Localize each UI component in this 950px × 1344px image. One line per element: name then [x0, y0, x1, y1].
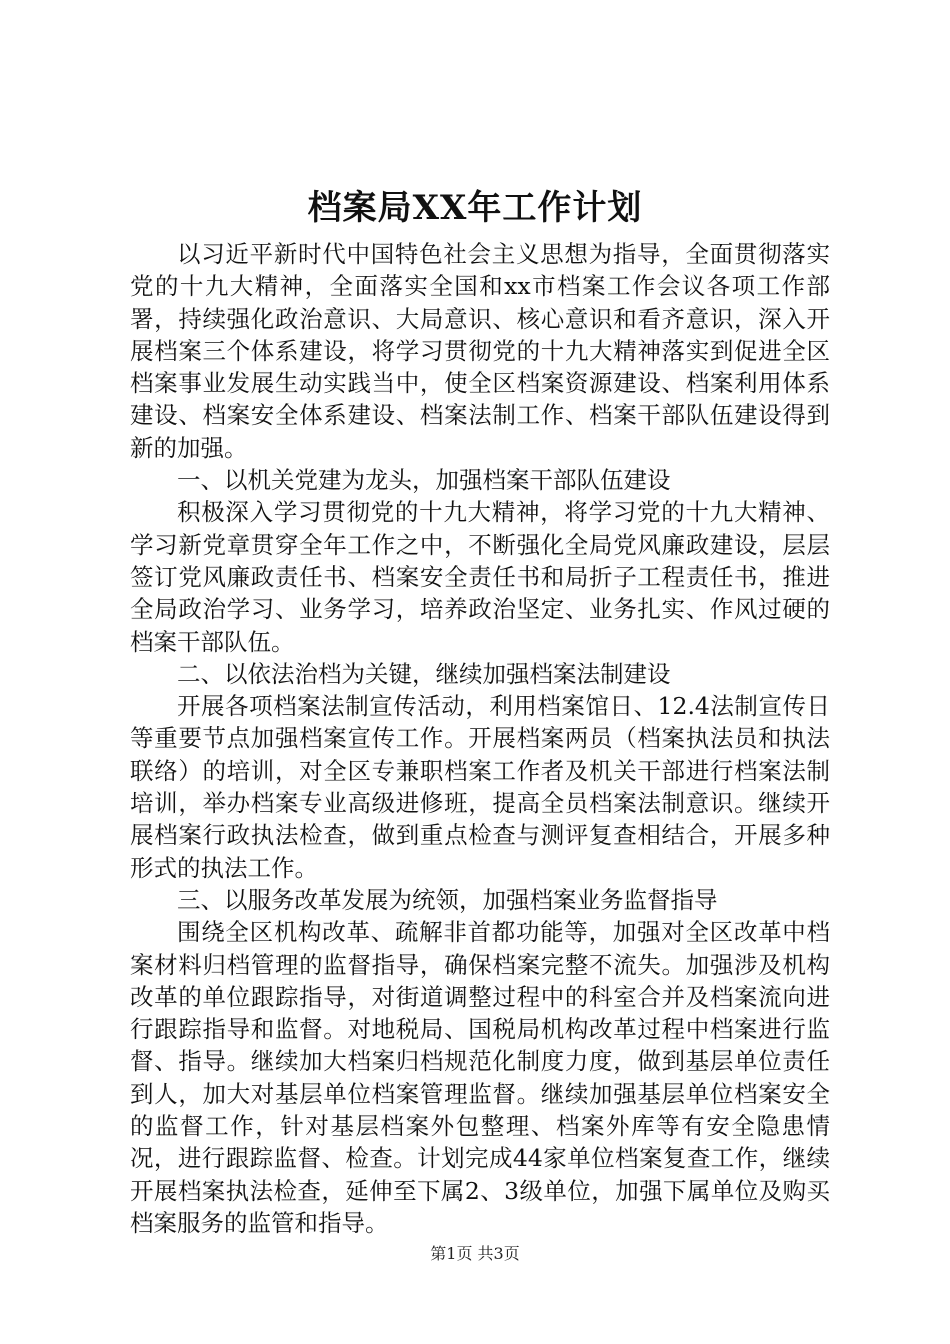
section-paragraph-3: 围绕全区机构改革、疏解非首都功能等，加强对全区改革中档案材料归档管理的监督指导，确保档案完整不流失。加强涉及机构改革的单位跟踪指导，对街道调整过程中的科室合并及档案流向进行跟踪指导和监督。对地税局、国税局机构改革过程中档案进行监督、指导。继续加大档案归档规范化制度力度，做到基层单位责任到人，加大对基层单位档案管理监督。继续加强基层单位档案安全的监督工作，针对基层档案外包整理、档案外库等有安全隐患情况，进行跟踪监督、检查。计划完成44家单位档案复查工作，继续开展档案执法检查，延伸至下属2、3级单位，加强下属单位及购买档案服务的监管和指导。 — [130, 918, 830, 1237]
intro-paragraph: 以习近平新时代中国特色社会主义思想为指导，全面贯彻落实党的十九大精神，全面落实全国和xx市档案工作会议各项工作部署，持续强化政治意识、大局意识、核心意识和看齐意识，深入开展档案三个体系建设，将学习贯彻党的十九大精神落实到促进全区档案事业发展生动实践当中，使全区档案资源建设、档案利用体系建设、档案安全体系建设、档案法制工作、档案干部队伍建设得到新的加强。 — [130, 240, 830, 462]
section-heading-3: 三、以服务改革发展为统领，加强档案业务监督指导 — [177, 885, 718, 914]
section-paragraph-2: 开展各项档案法制宣传活动，利用档案馆日、12.4法制宣传日等重要节点加强档案宣传工作。开展档案两员（档案执法员和执法联络）的培训，对全区专兼职档案工作者及机关干部进行档案法制培训，举办档案专业高级进修班，提高全员档案法制意识。继续开展档案行政执法检查，做到重点检查与测评复查相结合，开展多种形式的执法工作。 — [130, 692, 830, 882]
document-title: 档案局XX年工作计划 — [307, 188, 643, 228]
section-heading-2: 二、以依法治档为关键，继续加强档案法制建设 — [177, 659, 671, 688]
section-paragraph-1: 积极深入学习贯彻党的十九大精神，将学习党的十九大精神、学习新党章贯穿全年工作之中，不断强化全局党风廉政建设，层层签订党风廉政责任书、档案安全责任书和局折子工程责任书，推进全局政治学习、业务学习，培养政治坚定、业务扎实、作风过硬的档案干部队伍。 — [130, 498, 830, 656]
page-footer: 第1页 共3页 — [430, 1244, 520, 1263]
section-heading-1: 一、以机关党建为龙头，加强档案干部队伍建设 — [177, 466, 671, 495]
document-body — [130, 238, 830, 1239]
